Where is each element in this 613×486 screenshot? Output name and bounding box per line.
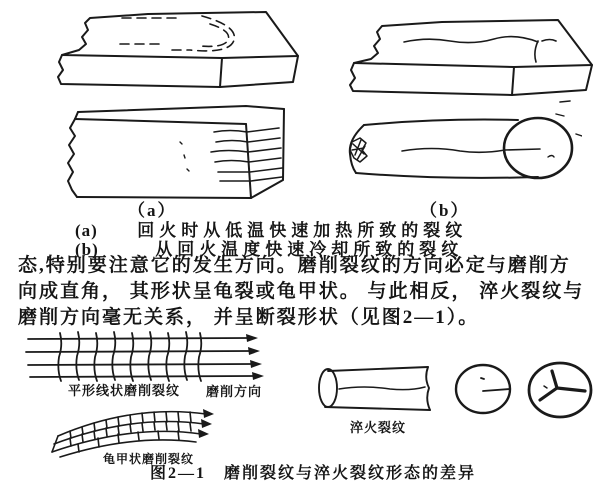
direction-arrowheads <box>246 334 264 380</box>
quenching-cracks-label: 淬火裂纹 <box>350 420 407 435</box>
grinding-direction-label: 磨削方向 <box>206 384 263 399</box>
figure-caption: 图2—1 磨削裂纹与淬火裂纹形态的差异 <box>150 465 477 482</box>
paragraph-line-1: 态,特别要注意它的发生方向。磨削裂纹的方向必定与磨削方 <box>18 255 571 276</box>
subfigure-label-b: （b） <box>420 201 470 220</box>
caption-text-b: 从回火温度快速冷却所致的裂纹 <box>155 240 464 259</box>
paragraph-line-2: 向成直角， 其形状呈龟裂或龟甲状。 与此相反， 淬火裂纹与 <box>18 281 585 302</box>
caption-key-a: (a) <box>75 221 98 240</box>
body-paragraph <box>18 253 584 331</box>
slab-arc-cracks-illustration <box>52 4 304 104</box>
paragraph-line-3: 磨削方向毫无关系， 并呈断裂形状（见图2—1）。 <box>18 307 480 328</box>
slab-longitudinal-crack-illustration <box>342 10 598 110</box>
parallel-cracks-label: 平形线状磨削裂纹 <box>68 383 181 398</box>
tortoise-cracks-label: 龟甲状磨削裂纹 <box>103 452 195 466</box>
caption-text-a: 回火时从低温快速加热所致的裂纹 <box>137 221 468 240</box>
quench-cracked-cylinder-diagram <box>312 360 447 418</box>
block-end-cracks-illustration <box>58 98 310 206</box>
cylinder-fractured-end-illustration <box>342 110 582 192</box>
end-face-cracks-diagram <box>452 356 602 424</box>
parallel-grinding-cracks-diagram <box>22 330 278 386</box>
subfigure-label-a: （a） <box>128 201 177 220</box>
caption-key-b: (b) <box>75 240 99 259</box>
